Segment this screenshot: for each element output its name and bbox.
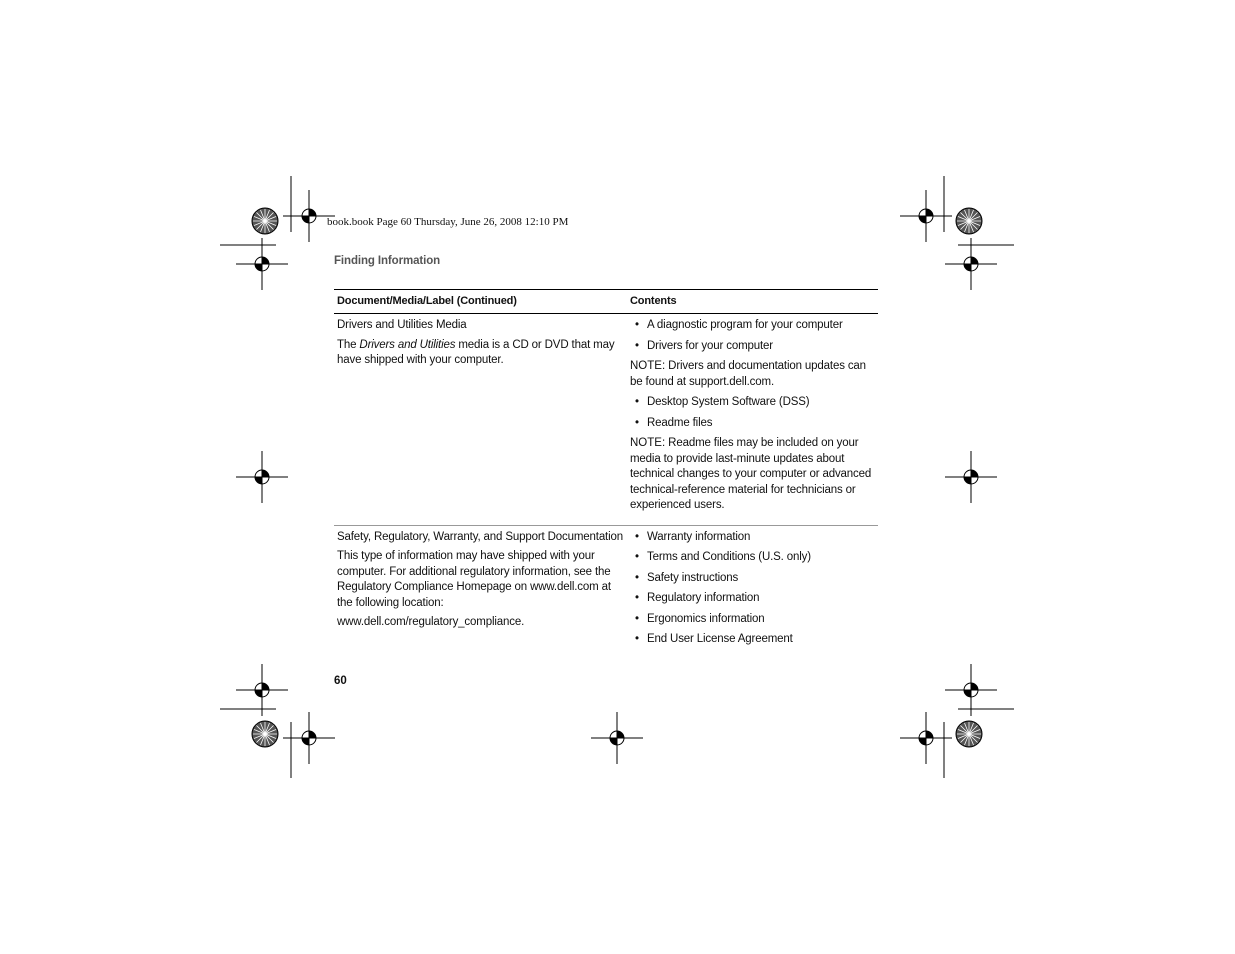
table-header [334, 289, 878, 314]
list-item: • Warranty information [630, 530, 878, 546]
row-title: Safety, Regulatory, Warranty, and Support Documentation [337, 530, 623, 543]
support-link[interactable]: support.dell.com [688, 375, 771, 388]
crosshair-icon [945, 238, 997, 290]
page-number: 60 [334, 675, 347, 687]
registration-star-icon [252, 721, 278, 747]
list-item: • Safety instructions [630, 571, 878, 587]
list-item: • A diagnostic program for your computer [630, 318, 878, 334]
section-title: Finding Information [334, 255, 441, 267]
row-contents-cell [626, 318, 878, 519]
list-item: • Desktop System Software (DSS) [630, 395, 878, 411]
header-contents: Contents [630, 294, 677, 307]
print-header: book.book Page 60 Thursday, June 26, 2008 12:10 PM [327, 216, 569, 228]
row-document-cell [334, 318, 626, 519]
table-row [334, 525, 878, 659]
regulatory-url[interactable]: www.dell.com/regulatory_compliance. [337, 616, 525, 628]
registration-star-icon [956, 721, 982, 747]
row-document-cell [334, 530, 626, 653]
list-item: • End User License Agreement [630, 632, 878, 648]
document-table [334, 289, 878, 659]
table-row [334, 314, 878, 525]
registration-star-icon [252, 208, 278, 234]
row-description: This type of information may have shipped with your computer. For additional regulatory information, see the Regulatory Compliance Homepage on www.dell.com at the following location: [337, 550, 611, 609]
list-item: • Terms and Conditions (U.S. only) [630, 550, 878, 566]
crosshair-icon [236, 451, 288, 503]
row-title: Drivers and Utilities Media [337, 319, 467, 331]
crosshair-icon [236, 664, 288, 716]
list-item: • Drivers for your computer [630, 339, 878, 355]
list-item: • Regulatory information [630, 591, 878, 607]
crosshair-icon [945, 664, 997, 716]
registration-star-icon [956, 208, 982, 234]
note: NOTE: Drivers and documentation updates can be found at support.dell.com. [630, 360, 866, 388]
note: NOTE: Readme files may be included on your media to provide last-minute updates about technical changes to your computer or advanced technical-reference material for technicians or experienced users. [630, 437, 872, 511]
row-description: The Drivers and Utilities media is a CD or DVD that may have shipped with your computer. [337, 338, 615, 366]
list-item: • Readme files [630, 416, 878, 432]
crosshair-icon [945, 451, 997, 503]
crosshair-icon [591, 712, 643, 764]
list-item: • Ergonomics information [630, 612, 878, 628]
crosshair-icon [236, 238, 288, 290]
header-document: Document/Media/Label (Continued) [337, 294, 517, 307]
row-contents-cell [626, 530, 878, 653]
dell-link[interactable]: www.dell.com [530, 581, 599, 593]
